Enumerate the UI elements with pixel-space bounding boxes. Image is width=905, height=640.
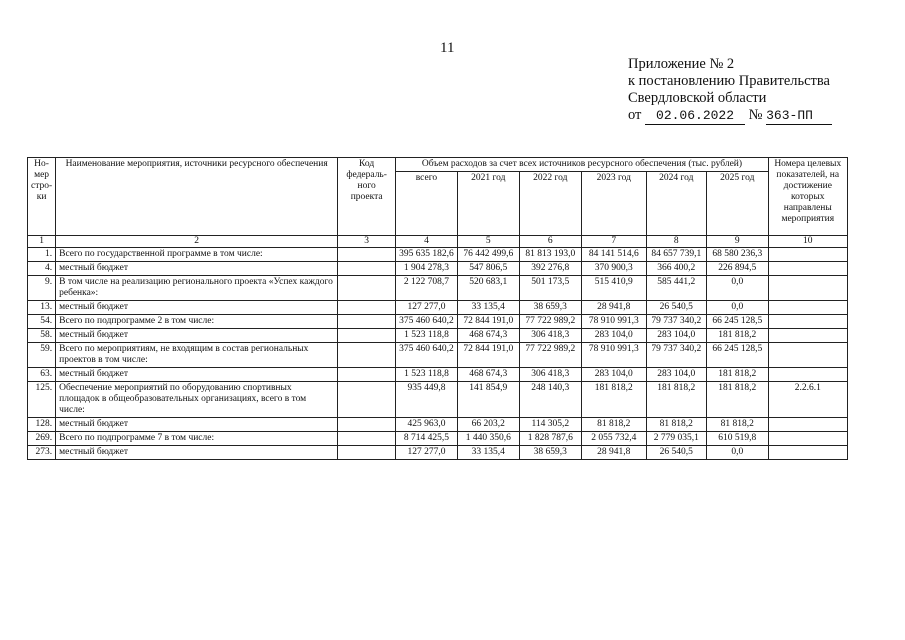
row-target <box>768 368 847 382</box>
table-row <box>28 315 848 329</box>
row-total: 127 277,0 <box>396 301 458 315</box>
row-2024: 2 779 035,1 <box>646 432 706 446</box>
row-target <box>768 446 847 460</box>
row-target <box>768 343 847 368</box>
row-name: Обеспечение мероприятий по оборудованию спортивных площадок в общеобразовательных организациях, всего в том числе: <box>56 382 338 418</box>
row-2022: 81 813 193,0 <box>519 248 581 262</box>
table-row <box>28 248 848 262</box>
row-name: местный бюджет <box>56 301 338 315</box>
row-code <box>338 301 396 315</box>
row-number: 4. <box>28 262 56 276</box>
header-2022: 2022 год <box>519 172 581 236</box>
row-number: 9. <box>28 276 56 301</box>
number-label: № <box>748 107 763 123</box>
row-2022: 392 276,8 <box>519 262 581 276</box>
row-2025: 0,0 <box>706 276 768 301</box>
row-number: 54. <box>28 315 56 329</box>
row-code <box>338 262 396 276</box>
row-target <box>768 276 847 301</box>
row-target: 2.2.6.1 <box>768 382 847 418</box>
table-row <box>28 418 848 432</box>
row-target <box>768 432 847 446</box>
appendix-decree-line: к постановлению Правительства <box>628 73 830 89</box>
row-code <box>338 248 396 262</box>
row-2021: 76 442 499,6 <box>457 248 519 262</box>
row-2022: 306 418,3 <box>519 368 581 382</box>
table-body <box>28 248 848 460</box>
row-2024: 283 104,0 <box>646 329 706 343</box>
row-name: Всего по подпрограмме 2 в том числе: <box>56 315 338 329</box>
row-name: местный бюджет <box>56 262 338 276</box>
row-2024: 84 657 739,1 <box>646 248 706 262</box>
col-index: 7 <box>581 236 646 248</box>
row-2021: 33 135,4 <box>457 446 519 460</box>
row-total: 127 277,0 <box>396 446 458 460</box>
col-index: 10 <box>768 236 847 248</box>
row-code <box>338 343 396 368</box>
row-code <box>338 368 396 382</box>
table-row <box>28 382 848 418</box>
row-total: 395 635 182,6 <box>396 248 458 262</box>
table-row <box>28 343 848 368</box>
row-2025: 181 818,2 <box>706 329 768 343</box>
row-number: 1. <box>28 248 56 262</box>
row-2025: 66 245 128,5 <box>706 343 768 368</box>
header-2025: 2025 год <box>706 172 768 236</box>
table-row <box>28 368 848 382</box>
col-index: 5 <box>457 236 519 248</box>
row-number: 269. <box>28 432 56 446</box>
row-code <box>338 276 396 301</box>
row-number: 63. <box>28 368 56 382</box>
table-row <box>28 276 848 301</box>
col-index: 6 <box>519 236 581 248</box>
row-total: 1 904 278,3 <box>396 262 458 276</box>
header-row-number: Но-мер стро-ки <box>28 158 56 236</box>
row-target <box>768 301 847 315</box>
row-name: местный бюджет <box>56 446 338 460</box>
row-number: 13. <box>28 301 56 315</box>
row-2021: 468 674,3 <box>457 368 519 382</box>
row-2021: 547 806,5 <box>457 262 519 276</box>
row-2025: 81 818,2 <box>706 418 768 432</box>
row-2025: 0,0 <box>706 446 768 460</box>
appendix-date-line <box>628 107 832 125</box>
appendix-title: Приложение № 2 <box>628 56 735 72</box>
row-name: местный бюджет <box>56 418 338 432</box>
row-total: 1 523 118,8 <box>396 329 458 343</box>
row-2023: 81 818,2 <box>581 418 646 432</box>
row-total: 1 523 118,8 <box>396 368 458 382</box>
row-2025: 181 818,2 <box>706 382 768 418</box>
row-2025: 226 894,5 <box>706 262 768 276</box>
col-index: 4 <box>396 236 458 248</box>
row-number: 125. <box>28 382 56 418</box>
row-2022: 501 173,5 <box>519 276 581 301</box>
row-2024: 26 540,5 <box>646 301 706 315</box>
header-2024: 2024 год <box>646 172 706 236</box>
row-code <box>338 315 396 329</box>
row-2024: 283 104,0 <box>646 368 706 382</box>
row-2025: 181 818,2 <box>706 368 768 382</box>
header-2023: 2023 год <box>581 172 646 236</box>
appendix-header <box>628 56 832 125</box>
row-2023: 28 941,8 <box>581 301 646 315</box>
appendix-region-line: Свердловской области <box>628 90 767 106</box>
row-2022: 38 659,3 <box>519 446 581 460</box>
col-index: 1 <box>28 236 56 248</box>
row-2023: 370 900,3 <box>581 262 646 276</box>
row-2022: 306 418,3 <box>519 329 581 343</box>
row-2024: 366 400,2 <box>646 262 706 276</box>
col-index: 8 <box>646 236 706 248</box>
row-2022: 248 140,3 <box>519 382 581 418</box>
row-2025: 610 519,8 <box>706 432 768 446</box>
row-2022: 114 305,2 <box>519 418 581 432</box>
row-2024: 81 818,2 <box>646 418 706 432</box>
row-code <box>338 382 396 418</box>
row-2021: 72 844 191,0 <box>457 315 519 329</box>
row-target <box>768 329 847 343</box>
row-name: местный бюджет <box>56 368 338 382</box>
table-row <box>28 301 848 315</box>
row-code <box>338 418 396 432</box>
page-number: 11 <box>440 40 455 56</box>
row-total: 2 122 708,7 <box>396 276 458 301</box>
table-row <box>28 446 848 460</box>
row-name: В том числе на реализацию регионального проекта «Успех каждого ребенка»: <box>56 276 338 301</box>
row-2023: 181 818,2 <box>581 382 646 418</box>
header-2021: 2021 год <box>457 172 519 236</box>
row-2024: 79 737 340,2 <box>646 315 706 329</box>
row-number: 58. <box>28 329 56 343</box>
row-target <box>768 315 847 329</box>
col-index: 9 <box>706 236 768 248</box>
row-2023: 28 941,8 <box>581 446 646 460</box>
row-number: 59. <box>28 343 56 368</box>
row-2023: 78 910 991,3 <box>581 343 646 368</box>
row-2021: 468 674,3 <box>457 329 519 343</box>
header-volume: Объем расходов за счет всех источников ресурсного обеспечения (тыс. рублей) <box>396 158 769 172</box>
row-total: 375 460 640,2 <box>396 315 458 329</box>
row-total: 935 449,8 <box>396 382 458 418</box>
table-row <box>28 432 848 446</box>
header-targets: Номера целевых показателей, на достижение которых направлены мероприятия <box>768 158 847 236</box>
row-2021: 66 203,2 <box>457 418 519 432</box>
row-2023: 283 104,0 <box>581 368 646 382</box>
from-label: от <box>628 107 642 123</box>
row-2021: 1 440 350,6 <box>457 432 519 446</box>
column-index-row <box>28 236 848 248</box>
row-name: местный бюджет <box>56 329 338 343</box>
row-code <box>338 432 396 446</box>
row-name: Всего по мероприятиям, не входящим в состав региональных проектов в том числе: <box>56 343 338 368</box>
row-2025: 66 245 128,5 <box>706 315 768 329</box>
row-2022: 38 659,3 <box>519 301 581 315</box>
table-row <box>28 329 848 343</box>
table-row <box>28 262 848 276</box>
row-2022: 1 828 787,6 <box>519 432 581 446</box>
row-target <box>768 418 847 432</box>
row-2023: 78 910 991,3 <box>581 315 646 329</box>
row-2023: 515 410,9 <box>581 276 646 301</box>
row-code <box>338 329 396 343</box>
decree-number: 363-ПП <box>766 107 832 125</box>
header-project-code: Код федераль-ного проекта <box>338 158 396 236</box>
row-2024: 79 737 340,2 <box>646 343 706 368</box>
row-code <box>338 446 396 460</box>
header-name: Наименование мероприятия, источники ресурсного обеспечения <box>56 158 338 236</box>
col-index: 2 <box>56 236 338 248</box>
row-2025: 68 580 236,3 <box>706 248 768 262</box>
row-2023: 84 141 514,6 <box>581 248 646 262</box>
header-total: всего <box>396 172 458 236</box>
row-number: 128. <box>28 418 56 432</box>
row-2024: 181 818,2 <box>646 382 706 418</box>
row-2021: 520 683,1 <box>457 276 519 301</box>
row-target <box>768 262 847 276</box>
row-name: Всего по подпрограмме 7 в том числе: <box>56 432 338 446</box>
row-2023: 2 055 732,4 <box>581 432 646 446</box>
row-2021: 33 135,4 <box>457 301 519 315</box>
row-2021: 141 854,9 <box>457 382 519 418</box>
row-2022: 77 722 989,2 <box>519 315 581 329</box>
row-target <box>768 248 847 262</box>
row-2022: 77 722 989,2 <box>519 343 581 368</box>
row-number: 273. <box>28 446 56 460</box>
row-name: Всего по государственной программе в том числе: <box>56 248 338 262</box>
row-total: 8 714 425,5 <box>396 432 458 446</box>
row-2023: 283 104,0 <box>581 329 646 343</box>
col-index: 3 <box>338 236 396 248</box>
row-2024: 585 441,2 <box>646 276 706 301</box>
row-2021: 72 844 191,0 <box>457 343 519 368</box>
row-2025: 0,0 <box>706 301 768 315</box>
expenditure-table <box>27 157 848 460</box>
row-2024: 26 540,5 <box>646 446 706 460</box>
row-total: 375 460 640,2 <box>396 343 458 368</box>
row-total: 425 963,0 <box>396 418 458 432</box>
decree-date: 02.06.2022 <box>645 107 745 125</box>
